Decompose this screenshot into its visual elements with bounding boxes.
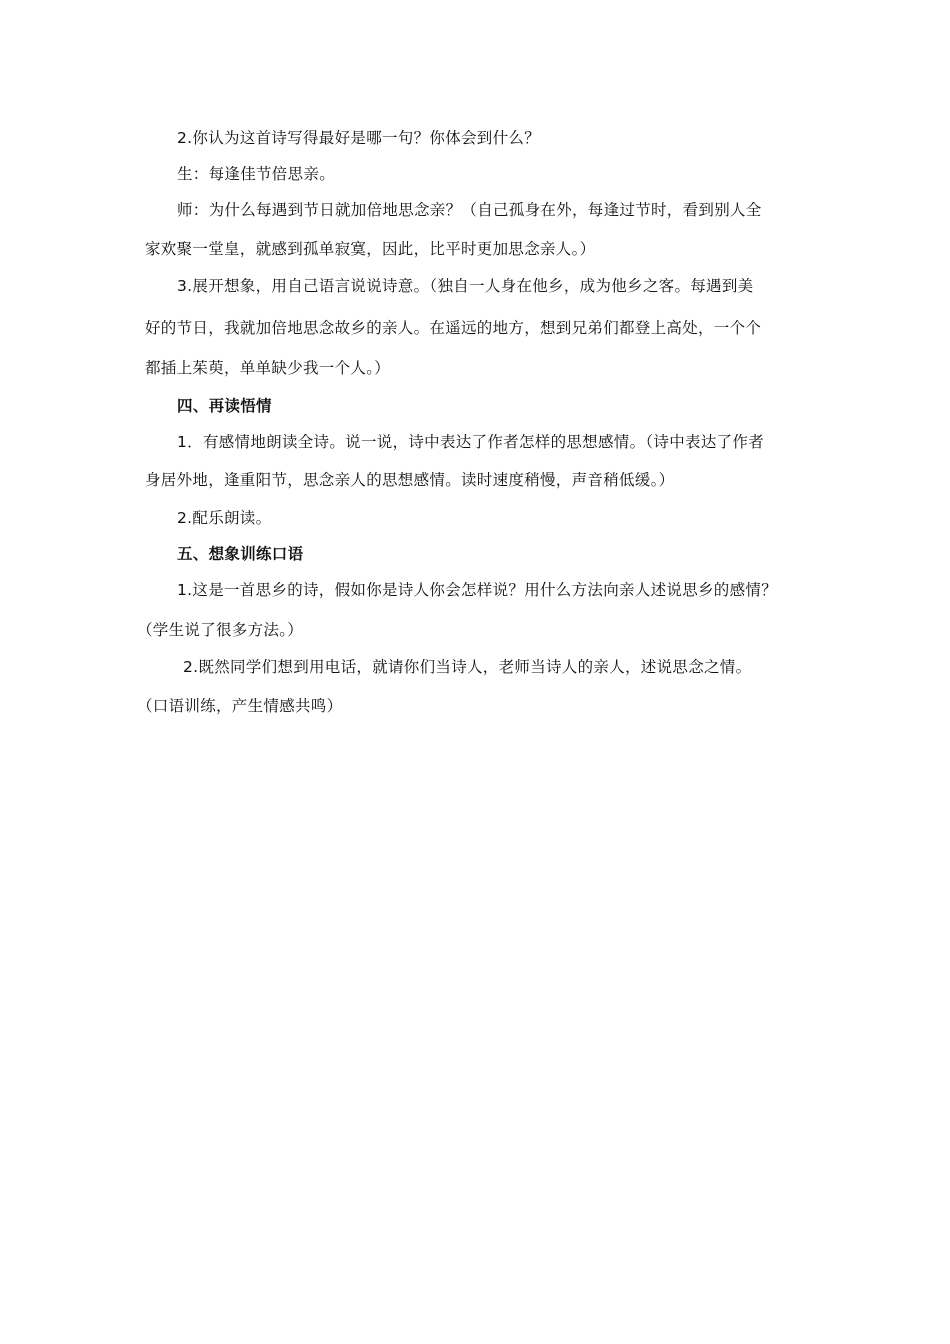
teacher-question-line-1: 师：为什么每遇到节日就加倍地思念亲？（自己孤身在外，每逢过节时，看到别人全 bbox=[177, 201, 762, 219]
student-answer-line: 生：每逢佳节倍思亲。 bbox=[177, 165, 336, 183]
item-3-line-2: 好的节日，我就加倍地思念故乡的亲人。在遥远的地方，想到兄弟们都登上高处，一个个 bbox=[145, 319, 762, 337]
question-2-line: 2.你认为这首诗写得最好是哪一句？你体会到什么？ bbox=[177, 129, 540, 147]
section5-item-1-line-1: 1.这是一首思乡的诗，假如你是诗人你会怎样说？用什么方法向亲人述说思乡的感情？ bbox=[177, 581, 777, 599]
section4-item-1-line-1: 1．有感情地朗读全诗。说一说，诗中表达了作者怎样的思想感情。（诗中表达了作者 bbox=[177, 433, 765, 451]
item-3-line-1: 3.展开想象，用自己语言说说诗意。（独自一人身在他乡，成为他乡之客。每遇到美 bbox=[177, 277, 754, 295]
item-3-line-3: 都插上茱萸，单单缺少我一个人。） bbox=[145, 359, 391, 377]
section5-item-2-line-1: 2.既然同学们想到用电话，就请你们当诗人，老师当诗人的亲人，述说思念之情。 bbox=[183, 658, 752, 676]
section5-item-1-line-2: （学生说了很多方法。） bbox=[137, 621, 304, 639]
section5-item-2-line-2: （口语训练，产生情感共鸣） bbox=[137, 697, 343, 715]
section-heading-4: 四、再读悟情 bbox=[177, 397, 272, 415]
section4-item-2-line: 2.配乐朗读。 bbox=[177, 509, 272, 527]
section4-item-1-line-2: 身居外地，逢重阳节，思念亲人的思想感情。读时速度稍慢，声音稍低缓。） bbox=[145, 471, 675, 489]
section-heading-5: 五、想象训练口语 bbox=[177, 545, 304, 563]
teacher-question-line-2: 家欢聚一堂皇，就感到孤单寂寞，因此，比平时更加思念亲人。） bbox=[145, 240, 596, 258]
